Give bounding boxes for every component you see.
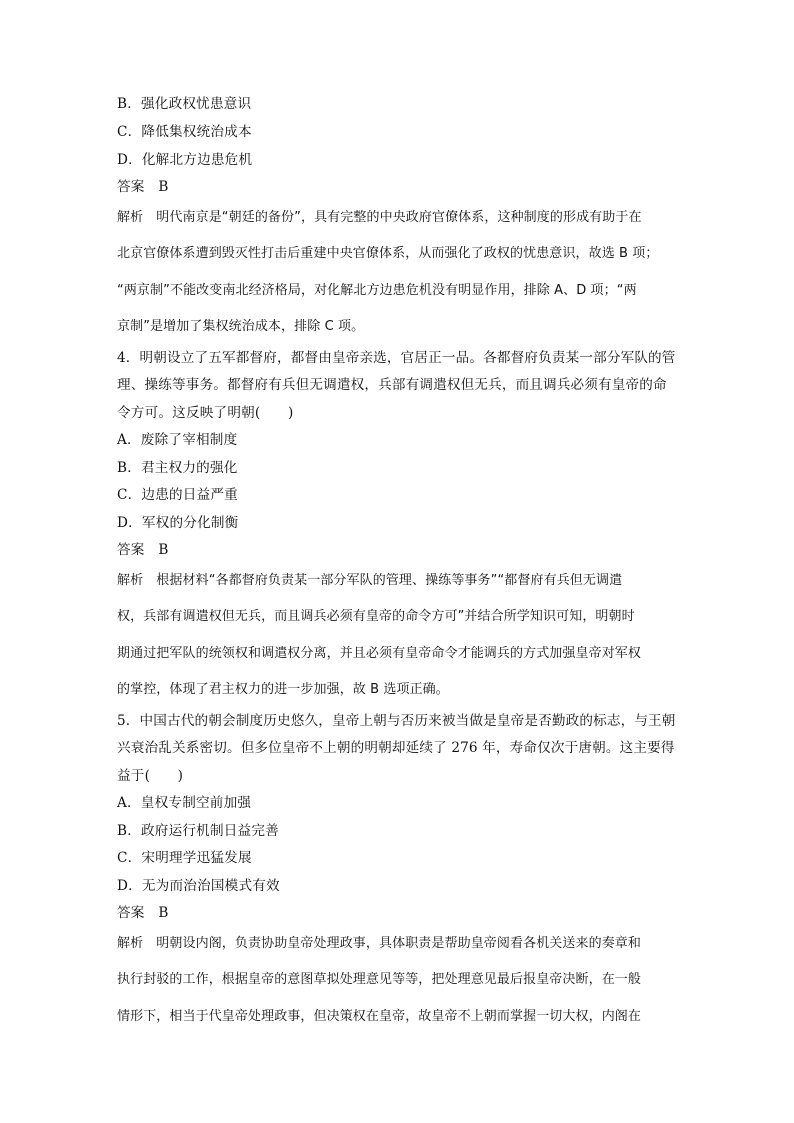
q4-stem-line-3: 令方可。这反映了明朝( ) [117, 405, 294, 421]
q4-stem-line-2: 理、操练等事务。都督府有兵但无调遣权，兵部有调遣权但无兵，而且调兵必须有皇帝的命 [117, 377, 667, 393]
q3-analysis-line-1: 解析 明代南京是“朝廷的备份”，具有完整的中央政府官僚体系，这种制度的形成有助于在 [117, 210, 642, 225]
q5-option-d: D．无为而治治国模式有效 [117, 878, 280, 894]
q4-analysis-line-4: 的掌控，体现了君主权力的进一步加强，故 B 选项正确。 [117, 682, 449, 697]
q5-analysis-line-1: 解析 明朝设内阁，负责协助皇帝处理政事，具体职责是帮助皇帝阅看各机关送来的奏章和 [117, 936, 642, 951]
q3-analysis-line-3: “两京制”不能改变南北经济格局，对化解北方边患危机没有明显作用，排除 A、D 项；“两 [117, 283, 637, 298]
q5-stem-line-3: 益于( ) [117, 768, 184, 784]
q4-option-c: C．边患的日益严重 [117, 487, 238, 503]
q4-analysis-line-1: 解析 根据材料“各都督府负责某一部分军队的管理、操练等事务”“都督府有兵但无调遣 [117, 573, 623, 588]
q4-answer: 答案 B [117, 542, 169, 558]
q4-option-b: B．君主权力的强化 [117, 460, 238, 476]
q5-analysis-line-3: 情形下，相当于代皇帝处理政事，但决策权在皇帝，故皇帝不上朝而掌握一切大权，内阁在 [117, 1009, 642, 1024]
q5-analysis-line-2: 执行封驳的工作，根据皇帝的意图草拟处理意见等等，把处理意见最后报皇帝决断，在一般 [117, 972, 642, 987]
q4-analysis-line-3: 期通过把军队的统领权和调遣权分离，并且必须有皇帝命令才能调兵的方式加强皇帝对军权 [117, 646, 642, 661]
q5-answer: 答案 B [117, 905, 169, 921]
q4-stem-line-1: 4．明朝设立了五军都督府，都督由皇帝亲选，官居正一品。各都督府负责某一部分军队的管 [117, 350, 676, 366]
q3-analysis-line-4: 京制”是增加了集权统治成本，排除 C 项。 [117, 319, 365, 334]
q4-analysis-line-2: 权，兵部有调遣权但无兵，而且调兵必须有皇帝的命令方可”并结合所学知识可知，明朝时 [117, 609, 635, 624]
q5-option-a: A．皇权专制空前加强 [117, 795, 252, 811]
q5-option-b: B．政府运行机制日益完善 [117, 823, 279, 839]
q3-analysis-line-2: 北京官僚体系遭到毁灭性打击后重建中央官僚体系，从而强化了政权的忧患意识，故选 B 项； [117, 246, 659, 261]
q5-stem-line-2: 兴衰治乱关系密切。但多位皇帝不上朝的明朝却延续了 276 年，寿命仅次于唐朝。这主要得 [117, 740, 675, 756]
q3-answer: 答案 B [117, 179, 169, 195]
q4-option-a: A．废除了宰相制度 [117, 432, 238, 448]
q5-stem-line-1: 5．中国古代的朝会制度历史悠久，皇帝上朝与否历来被当做是皇帝是否勤政的标志，与王朝 [117, 713, 676, 729]
q5-option-c: C．宋明理学迅猛发展 [117, 850, 252, 866]
q3-option-d: D．化解北方边患危机 [117, 152, 253, 168]
q3-option-b: B．强化政权忧患意识 [117, 96, 252, 112]
q4-option-d: D．军权的分化制衡 [117, 515, 239, 531]
q3-option-c: C．降低集权统治成本 [117, 124, 252, 140]
